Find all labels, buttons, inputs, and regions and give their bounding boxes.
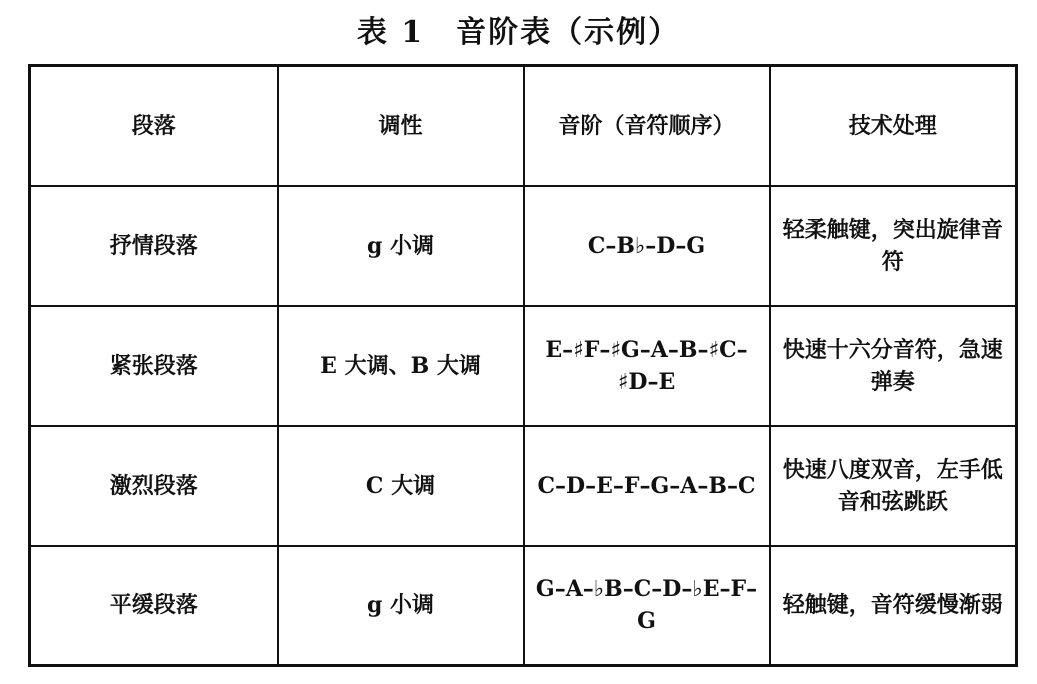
section-cell: 抒情段落 xyxy=(30,186,278,306)
scale-table xyxy=(28,64,1018,667)
table-row xyxy=(30,426,1017,546)
key-cell: C 大调 xyxy=(278,426,524,546)
scale-cell: G–A–♭B–C–D–♭E–F–G xyxy=(524,546,770,666)
table-row xyxy=(30,546,1017,666)
header-section: 段落 xyxy=(30,66,278,186)
table-header-row xyxy=(30,66,1017,186)
key-cell: E 大调、B 大调 xyxy=(278,306,524,426)
technique-cell: 轻柔触键，突出旋律音符 xyxy=(770,186,1017,306)
scale-cell: E–♯F–♯G–A–B–♯C–♯D–E xyxy=(524,306,770,426)
table-row xyxy=(30,186,1017,306)
section-cell: 激烈段落 xyxy=(30,426,278,546)
key-cell: g 小调 xyxy=(278,186,524,306)
header-key: 调性 xyxy=(278,66,524,186)
scale-cell: C–B♭–D–G xyxy=(524,186,770,306)
technique-cell: 快速十六分音符，急速弹奏 xyxy=(770,306,1017,426)
table-row xyxy=(30,306,1017,426)
section-cell: 平缓段落 xyxy=(30,546,278,666)
table-caption: 表 1 音阶表（示例） xyxy=(356,15,681,50)
scale-cell: C–D–E–F–G–A–B–C xyxy=(524,426,770,546)
section-cell: 紧张段落 xyxy=(30,306,278,426)
header-technique: 技术处理 xyxy=(770,66,1017,186)
technique-cell: 快速八度双音，左手低音和弦跳跃 xyxy=(770,426,1017,546)
technique-cell: 轻触键，音符缓慢渐弱 xyxy=(770,546,1017,666)
key-cell: g 小调 xyxy=(278,546,524,666)
header-scale: 音阶（音符顺序） xyxy=(524,66,770,186)
